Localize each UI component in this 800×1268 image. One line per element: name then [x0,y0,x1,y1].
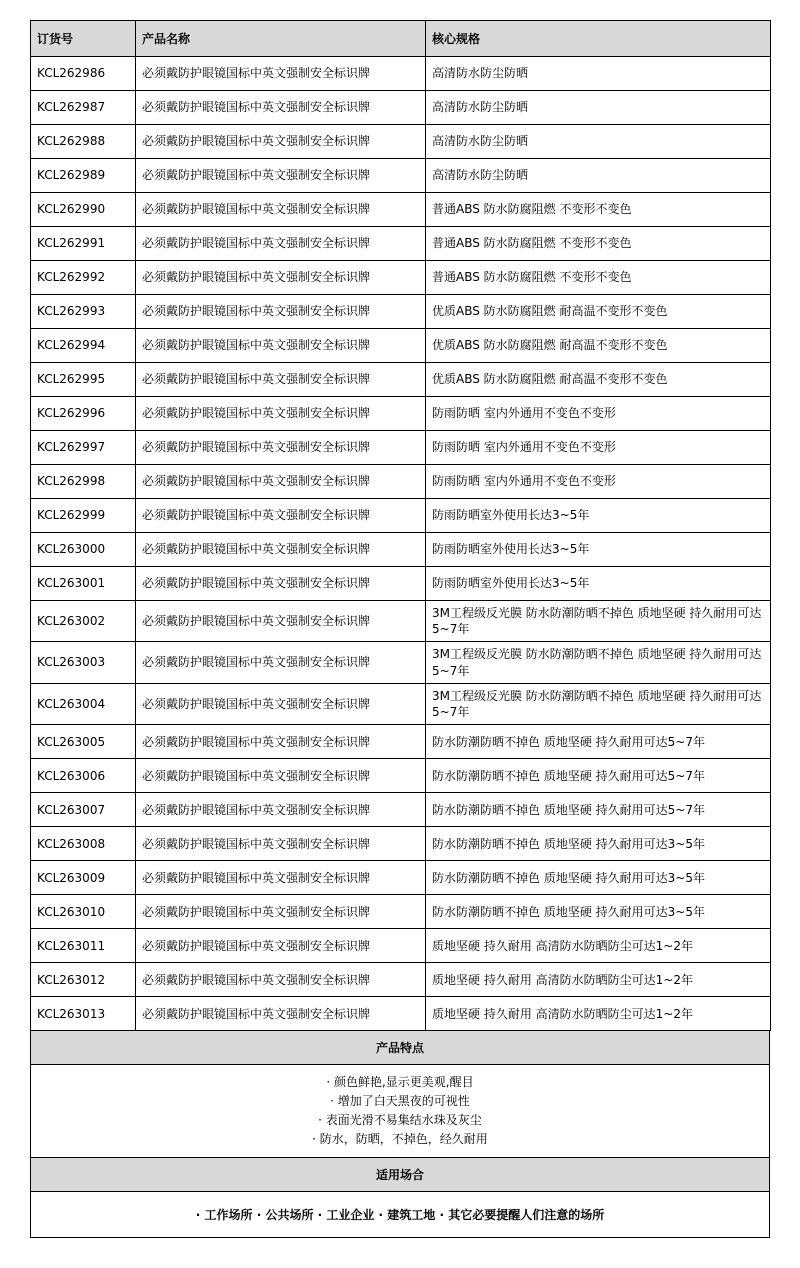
table-header-row [31,21,771,57]
product-name-cell: 必须戴防护眼镜国标中英文强制安全标识牌 [136,861,426,895]
column-header-core-spec: 核心规格 [426,21,771,57]
spec-cell: 防水防潮防晒不掉色 质地坚硬 持久耐用可达5~7年 [426,725,771,759]
spec-cell: 普通ABS 防水防腐阻燃 不变形不变色 [426,227,771,261]
product-name-cell: 必须戴防护眼镜国标中英文强制安全标识牌 [136,827,426,861]
table-row [31,295,771,329]
feature-item: · 增加了白天黑夜的可视性 [330,1094,470,1109]
order-no-cell: KCL263000 [31,533,136,567]
spec-cell: 优质ABS 防水防腐阻燃 耐高温不变形不变色 [426,329,771,363]
spec-cell: 防雨防晒室外使用长达3~5年 [426,533,771,567]
product-name-cell: 必须戴防护眼镜国标中英文强制安全标识牌 [136,363,426,397]
order-no-cell: KCL263004 [31,683,136,724]
order-no-cell: KCL263007 [31,793,136,827]
table-row [31,642,771,683]
order-no-cell: KCL262988 [31,125,136,159]
table-row [31,759,771,793]
table-row [31,929,771,963]
column-header-order-no: 订货号 [31,21,136,57]
table-row [31,533,771,567]
spec-cell: 优质ABS 防水防腐阻燃 耐高温不变形不变色 [426,363,771,397]
feature-item: · 防水，防晒，不掉色，经久耐用 [312,1132,488,1147]
spec-cell: 防水防潮防晒不掉色 质地坚硬 持久耐用可达5~7年 [426,793,771,827]
product-name-cell: 必须戴防护眼镜国标中英文强制安全标识牌 [136,227,426,261]
spec-cell: 防雨防晒室外使用长达3~5年 [426,567,771,601]
spec-cell: 防雨防晒 室内外通用不变色不变形 [426,431,771,465]
product-name-cell: 必须戴防护眼镜国标中英文强制安全标识牌 [136,895,426,929]
order-no-cell: KCL263002 [31,601,136,642]
table-row [31,329,771,363]
order-no-cell: KCL262996 [31,397,136,431]
spec-cell: 优质ABS 防水防腐阻燃 耐高温不变形不变色 [426,295,771,329]
order-no-cell: KCL262991 [31,227,136,261]
order-no-cell: KCL263013 [31,997,136,1031]
order-no-cell: KCL262987 [31,91,136,125]
order-no-cell: KCL263008 [31,827,136,861]
table-row [31,895,771,929]
spec-cell: 防雨防晒室外使用长达3~5年 [426,499,771,533]
order-no-cell: KCL263006 [31,759,136,793]
product-name-cell: 必须戴防护眼镜国标中英文强制安全标识牌 [136,261,426,295]
spec-cell: 防水防潮防晒不掉色 质地坚硬 持久耐用可达3~5年 [426,827,771,861]
spec-cell: 高清防水防尘防晒 [426,159,771,193]
spec-cell: 高清防水防尘防晒 [426,125,771,159]
product-name-cell: 必须戴防护眼镜国标中英文强制安全标识牌 [136,683,426,724]
product-name-cell: 必须戴防护眼镜国标中英文强制安全标识牌 [136,963,426,997]
table-row [31,601,771,642]
column-header-product-name: 产品名称 [136,21,426,57]
spec-cell: 3M工程级反光膜 防水防潮防晒不掉色 质地坚硬 持久耐用可达5~7年 [426,601,771,642]
table-row [31,431,771,465]
order-no-cell: KCL263012 [31,963,136,997]
table-row [31,793,771,827]
table-row [31,827,771,861]
order-no-cell: KCL263005 [31,725,136,759]
order-no-cell: KCL262993 [31,295,136,329]
table-row [31,499,771,533]
table-row [31,159,771,193]
order-no-cell: KCL263003 [31,642,136,683]
product-name-cell: 必须戴防护眼镜国标中英文强制安全标识牌 [136,997,426,1031]
spec-cell: 普通ABS 防水防腐阻燃 不变形不变色 [426,261,771,295]
table-row [31,397,771,431]
spec-cell: 防水防潮防晒不掉色 质地坚硬 持久耐用可达5~7年 [426,759,771,793]
feature-item: · 表面光滑不易集结水珠及灰尘 [318,1113,482,1128]
product-name-cell: 必须戴防护眼镜国标中英文强制安全标识牌 [136,57,426,91]
product-table-body [31,57,771,1031]
product-name-cell: 必须戴防护眼镜国标中英文强制安全标识牌 [136,759,426,793]
order-no-cell: KCL263011 [31,929,136,963]
spec-cell: 高清防水防尘防晒 [426,91,771,125]
product-name-cell: 必须戴防护眼镜国标中英文强制安全标识牌 [136,91,426,125]
order-no-cell: KCL262998 [31,465,136,499]
spec-cell: 防雨防晒 室内外通用不变色不变形 [426,397,771,431]
features-list [30,1065,770,1158]
product-name-cell: 必须戴防护眼镜国标中英文强制安全标识牌 [136,499,426,533]
order-no-cell: KCL262999 [31,499,136,533]
product-name-cell: 必须戴防护眼镜国标中英文强制安全标识牌 [136,125,426,159]
table-row [31,363,771,397]
product-name-cell: 必须戴防护眼镜国标中英文强制安全标识牌 [136,465,426,499]
spec-cell: 普通ABS 防水防腐阻燃 不变形不变色 [426,193,771,227]
table-row [31,57,771,91]
table-row [31,125,771,159]
product-name-cell: 必须戴防护眼镜国标中英文强制安全标识牌 [136,193,426,227]
table-row [31,193,771,227]
table-row [31,91,771,125]
table-row [31,465,771,499]
product-name-cell: 必须戴防护眼镜国标中英文强制安全标识牌 [136,929,426,963]
order-no-cell: KCL262994 [31,329,136,363]
order-no-cell: KCL262990 [31,193,136,227]
occasions-text: · 工作场所 · 公共场所 · 工业企业 · 建筑工地 · 其它必要提醒人们注意的场所 [30,1192,770,1238]
product-name-cell: 必须戴防护眼镜国标中英文强制安全标识牌 [136,159,426,193]
order-no-cell: KCL262995 [31,363,136,397]
spec-cell: 高清防水防尘防晒 [426,57,771,91]
order-no-cell: KCL262986 [31,57,136,91]
product-name-cell: 必须戴防护眼镜国标中英文强制安全标识牌 [136,295,426,329]
product-name-cell: 必须戴防护眼镜国标中英文强制安全标识牌 [136,431,426,465]
order-no-cell: KCL263009 [31,861,136,895]
table-row [31,683,771,724]
table-row [31,567,771,601]
spec-cell: 质地坚硬 持久耐用 高清防水防晒防尘可达1~2年 [426,963,771,997]
table-row [31,861,771,895]
order-no-cell: KCL263001 [31,567,136,601]
product-name-cell: 必须戴防护眼镜国标中英文强制安全标识牌 [136,397,426,431]
table-row [31,261,771,295]
spec-cell: 防雨防晒 室内外通用不变色不变形 [426,465,771,499]
order-no-cell: KCL263010 [31,895,136,929]
product-name-cell: 必须戴防护眼镜国标中英文强制安全标识牌 [136,329,426,363]
spec-cell: 防水防潮防晒不掉色 质地坚硬 持久耐用可达3~5年 [426,895,771,929]
order-no-cell: KCL262997 [31,431,136,465]
feature-item: · 颜色鲜艳,显示更美观,醒目 [326,1075,474,1090]
product-name-cell: 必须戴防护眼镜国标中英文强制安全标识牌 [136,533,426,567]
product-name-cell: 必须戴防护眼镜国标中英文强制安全标识牌 [136,567,426,601]
order-no-cell: KCL262989 [31,159,136,193]
table-row [31,963,771,997]
product-name-cell: 必须戴防护眼镜国标中英文强制安全标识牌 [136,793,426,827]
spec-cell: 防水防潮防晒不掉色 质地坚硬 持久耐用可达3~5年 [426,861,771,895]
spec-cell: 3M工程级反光膜 防水防潮防晒不掉色 质地坚硬 持久耐用可达5~7年 [426,683,771,724]
spec-cell: 质地坚硬 持久耐用 高清防水防晒防尘可达1~2年 [426,997,771,1031]
spec-cell: 3M工程级反光膜 防水防潮防晒不掉色 质地坚硬 持久耐用可达5~7年 [426,642,771,683]
spec-cell: 质地坚硬 持久耐用 高清防水防晒防尘可达1~2年 [426,929,771,963]
product-name-cell: 必须戴防护眼镜国标中英文强制安全标识牌 [136,725,426,759]
order-no-cell: KCL262992 [31,261,136,295]
product-name-cell: 必须戴防护眼镜国标中英文强制安全标识牌 [136,642,426,683]
product-name-cell: 必须戴防护眼镜国标中英文强制安全标识牌 [136,601,426,642]
table-row [31,997,771,1031]
table-row [31,227,771,261]
table-row [31,725,771,759]
product-spec-table [30,20,771,1031]
features-section-header: 产品特点 [30,1031,770,1065]
occasions-section-header: 适用场合 [30,1158,770,1192]
